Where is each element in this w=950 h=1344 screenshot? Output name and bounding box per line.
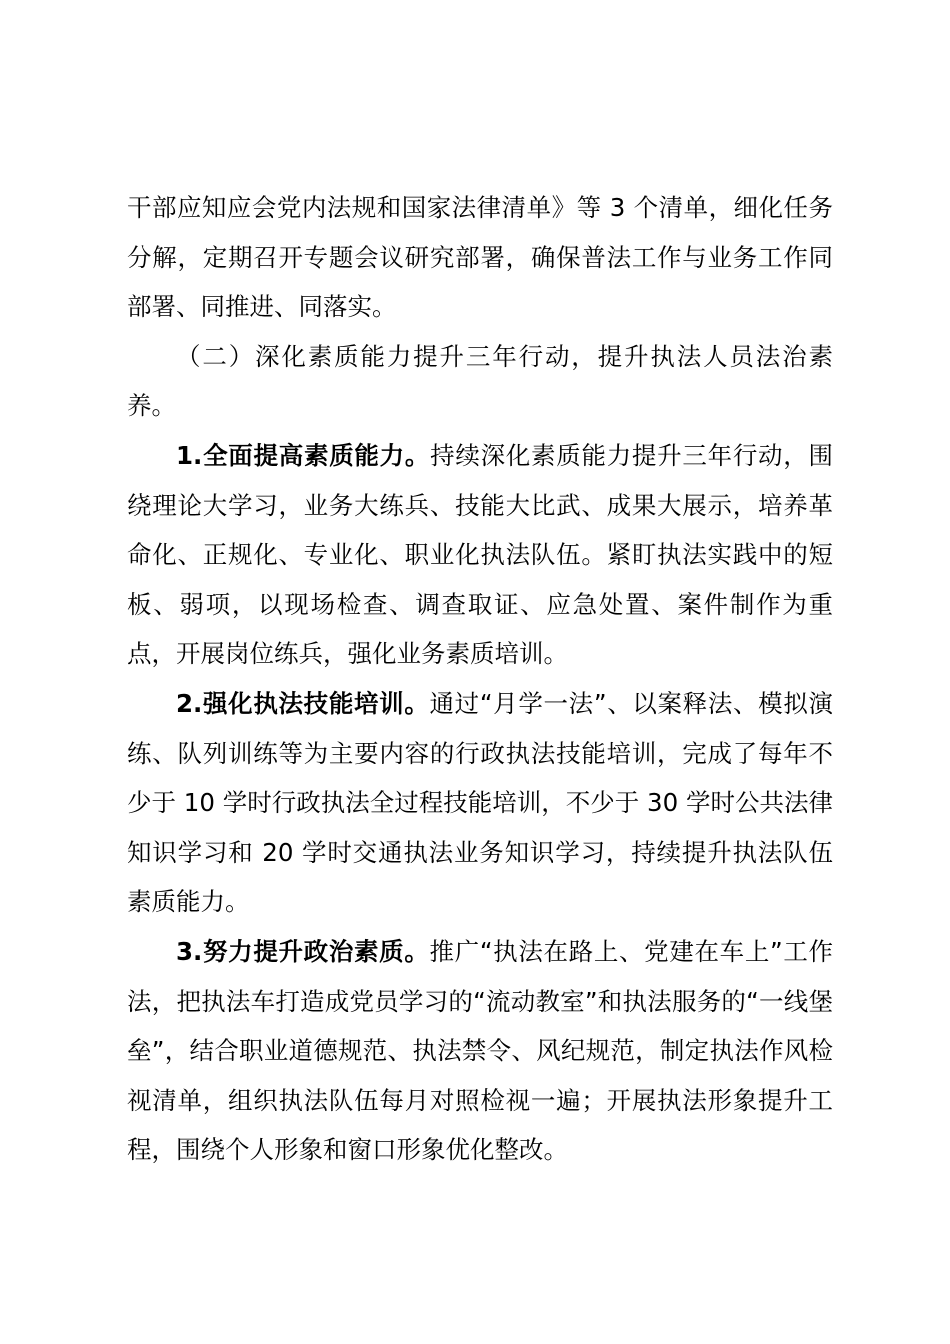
item-lead-2: 2.强化执法技能培训。 — [176, 688, 430, 718]
document-body — [127, 183, 833, 1175]
paragraph-item-3 — [127, 927, 833, 1175]
section-heading-text: （二）深化素质能力提升三年行动，提升执法人员法治素养。 — [127, 341, 833, 421]
paragraph-text: 干部应知应会党内法规和国家法律清单》等 3 个清单，细化任务分解，定期召开专题会议研究部署，确保普法工作与业务工作同部署、同推进、同落实。 — [127, 193, 833, 322]
paragraph-item-2 — [127, 679, 833, 927]
section-heading-2 — [127, 332, 833, 431]
paragraph-item-1 — [127, 431, 833, 679]
item-lead-1: 1.全面提高素质能力。 — [176, 440, 431, 470]
item-text-1: 持续深化素质能力提升三年行动，围绕理论大学习，业务大练兵、技能大比武、成果大展示，培养革命化、正规化、专业化、职业化执法队伍。紧盯执法实践中的短板、弱项，以现场检查、调查取证、应急处置、案件制作为重点，开展岗位练兵，强化业务素质培训。 — [127, 440, 834, 669]
item-text-2: 通过“月学一法”、以案释法、模拟演练、队列训练等为主要内容的行政执法技能培训，完成了每年不少于 10 学时行政执法全过程技能培训，不少于 30 学时公共法律知识学习和 20 学时交通执法业务知识学习，持续提升执法队伍素质能力。 — [127, 688, 833, 917]
item-text-3: 推广“执法在路上、党建在车上”工作法，把执法车打造成党员学习的“流动教室”和执法服务的“一线堡垒”，结合职业道德规范、执法禁令、风纪规范，制定执法作风检视清单，组织执法队伍每月对照检视一遍；开展执法形象提升工程，围绕个人形象和窗口形象优化整改。 — [127, 936, 833, 1165]
item-lead-3: 3.努力提升政治素质。 — [176, 936, 430, 966]
paragraph-continued — [127, 183, 833, 332]
